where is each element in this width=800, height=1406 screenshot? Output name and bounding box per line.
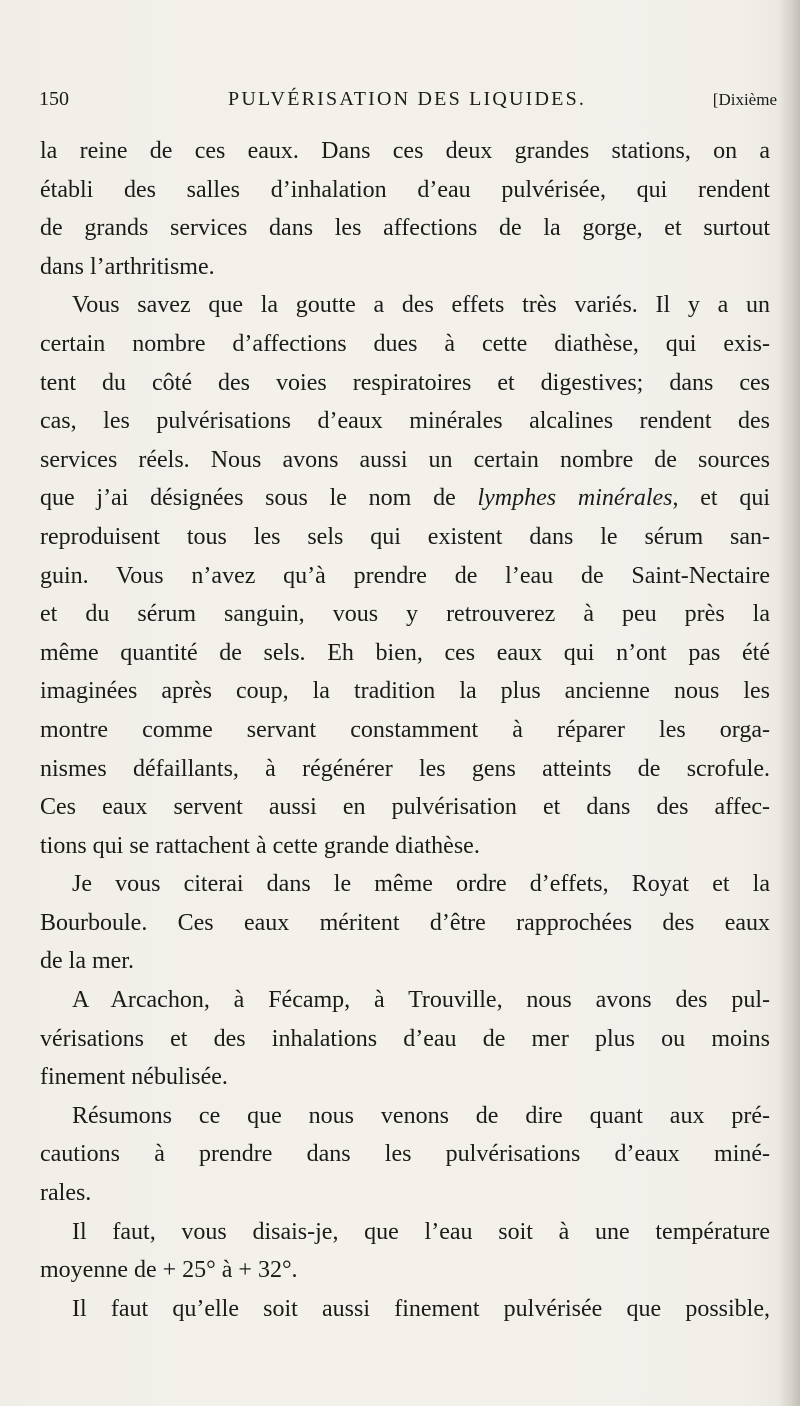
body-text bbox=[40, 132, 770, 1328]
text-line: Il faut, vous disais-je, que l’eau soit à une température bbox=[72, 1218, 770, 1245]
text-line: guin. Vous n’avez qu’à prendre de l’eau de Saint-Nectaire bbox=[40, 562, 770, 589]
italic-term: lymphes minérales bbox=[477, 485, 673, 512]
text-line: tions qui se rattachent à cette grande diathèse. bbox=[40, 832, 480, 859]
text-line: la reine de ces eaux. Dans ces deux grandes stations, on a bbox=[40, 138, 770, 164]
section-label: [Dixième bbox=[712, 90, 777, 109]
text-line: et du sérum sanguin, vous y retrouverez à peu près la bbox=[40, 601, 770, 628]
text-line: moyenne de + 25° à + 32°. bbox=[40, 1257, 298, 1284]
text-line: même quantité de sels. Eh bien, ces eaux qui n’ont pas été bbox=[40, 639, 770, 666]
page-edge-shadow bbox=[778, 0, 800, 1406]
text-segment: que j’ai désignées sous le nom de bbox=[40, 485, 456, 512]
text-line: établi des salles d’inhalation d’eau pulvérisée, qui rendent bbox=[40, 176, 770, 203]
text-line: A Arcachon, à Fécamp, à Trouville, nous avons des pul- bbox=[72, 987, 770, 1014]
text-line: cautions à prendre dans les pulvérisations d’eaux miné- bbox=[40, 1141, 770, 1168]
text-line: finement nébulisée. bbox=[40, 1064, 228, 1091]
text-line: Vous savez que la goutte a des effets très variés. Il y a un bbox=[72, 292, 770, 319]
text-line: certain nombre d’affections dues à cette diathèse, qui exis- bbox=[40, 330, 770, 357]
text-line: vérisations et des inhalations d’eau de mer plus ou moins bbox=[40, 1025, 770, 1052]
text-segment: , et qui bbox=[672, 485, 771, 512]
running-title: PULVÉRISATION DES LIQUIDES. bbox=[228, 88, 587, 110]
text-line: Résumons ce que nous venons de dire quant aux pré- bbox=[72, 1102, 770, 1129]
text-line: de la mer. bbox=[40, 948, 134, 975]
text-line: nismes défaillants, à régénérer les gens atteints de scrofule. bbox=[40, 755, 770, 782]
text-line: imaginées après coup, la tradition la plus ancienne nous les bbox=[40, 678, 770, 705]
text-line: montre comme servant constamment à réparer les orga- bbox=[40, 716, 770, 743]
text-line: Je vous citerai dans le même ordre d’effets, Royat et la bbox=[72, 871, 770, 898]
text-line: dans l’arthritisme. bbox=[40, 253, 215, 280]
text-line: reproduisent tous les sels qui existent dans le sérum san- bbox=[40, 523, 770, 550]
text-line-with-italic bbox=[40, 479, 770, 518]
running-head bbox=[39, 88, 777, 116]
text-line: Bourboule. Ces eaux méritent d’être rapprochées des eaux bbox=[40, 909, 770, 936]
text-line: de grands services dans les affections de la gorge, et surtout bbox=[40, 215, 770, 242]
text-line: rales. bbox=[40, 1180, 92, 1207]
page-number: 150 bbox=[39, 88, 69, 110]
text-line: Il faut qu’elle soit aussi finement pulvérisée que possible, bbox=[72, 1295, 770, 1322]
text-line: tent du côté des voies respiratoires et digestives; dans ces bbox=[40, 369, 770, 396]
text-line: cas, les pulvérisations d’eaux minérales alcalines rendent des bbox=[40, 408, 770, 435]
text-line: Ces eaux servent aussi en pulvérisation et dans des affec- bbox=[40, 794, 770, 821]
text-line: services réels. Nous avons aussi un certain nombre de sources bbox=[40, 446, 770, 473]
